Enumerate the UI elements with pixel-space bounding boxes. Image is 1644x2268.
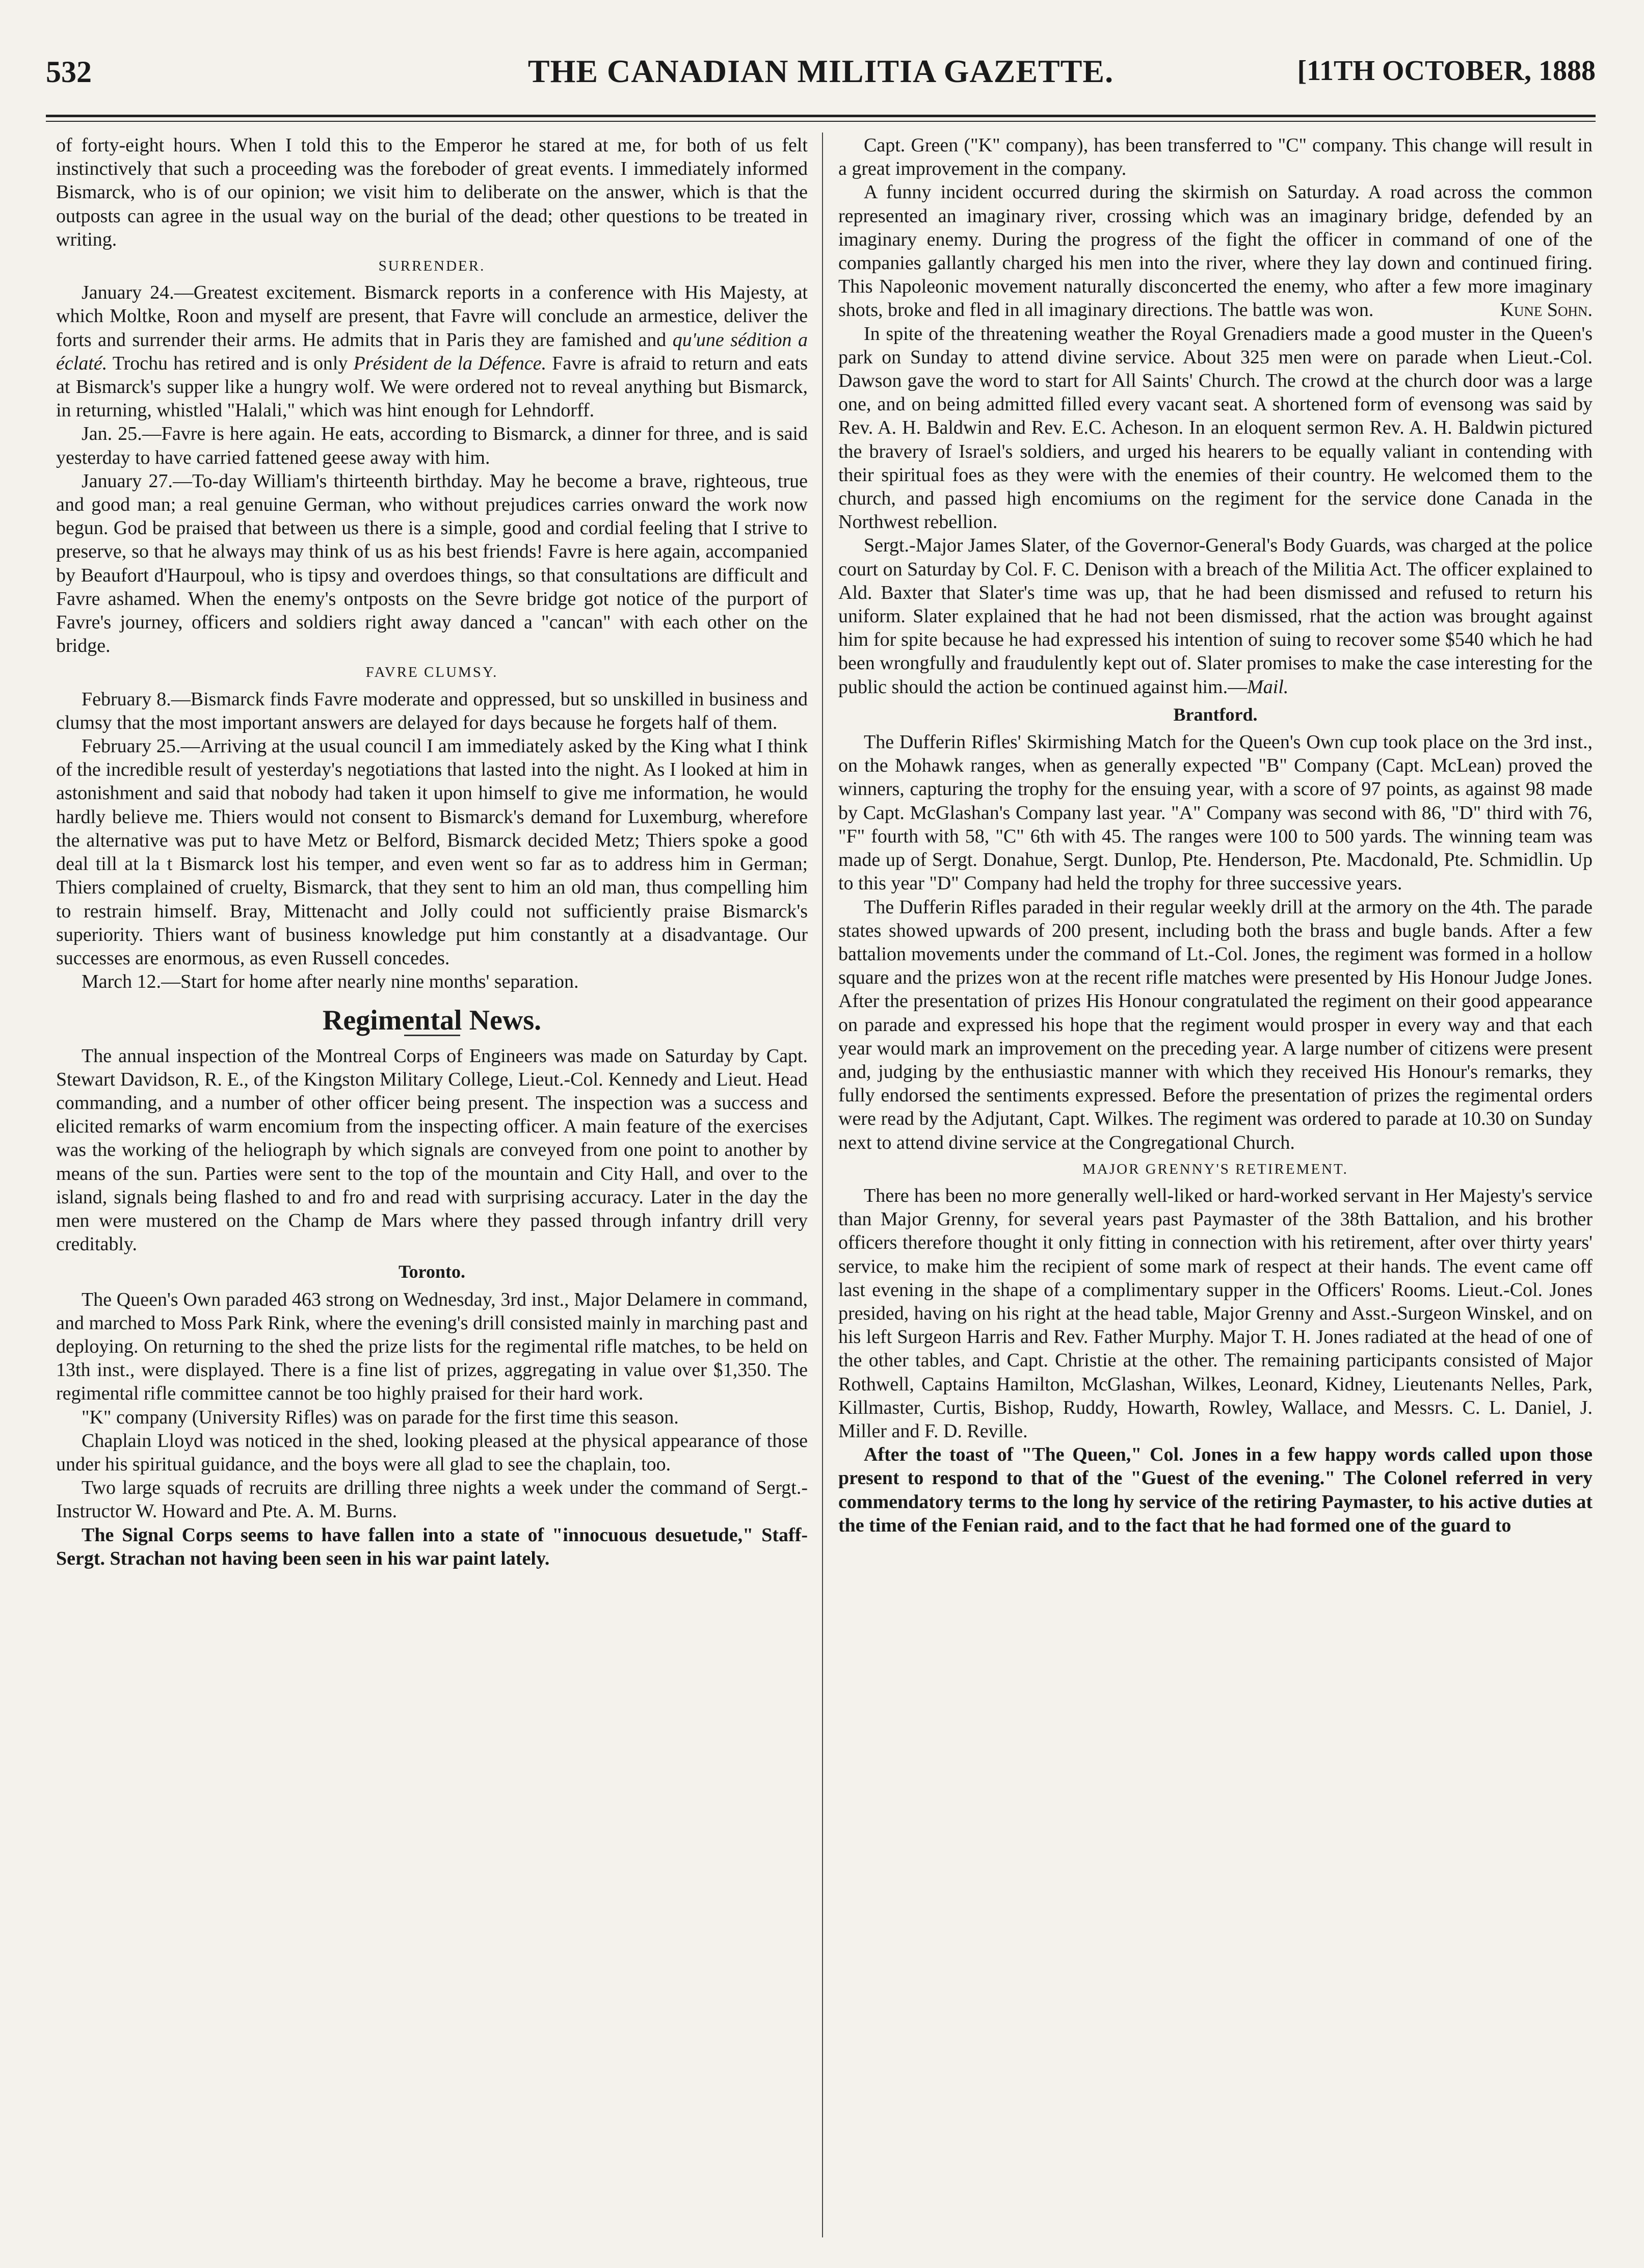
section-heading-grenny-retirement: MAJOR GRENNY'S RETIREMENT. [1082,1161,1348,1177]
issue-date: [11TH OCTOBER, 1888 [1297,55,1596,87]
section-heading-favre-clumsy: FAVRE CLUMSY. [365,664,498,681]
article-paragraph: In spite of the threatening weather the Royal Grenadiers made a good muster in the Queen's park on Sunday to attend divine service. About 325 men were on parade when Lieut.-Col. Dawson gave the word to start for All Saints' Church. The crowd at the church door was a large one, and on being admitted filled every vacant seat. A shortened form of evensong was said by Rev. A. H. Baldwin and Rev. E.C. Acheson. In an eloquent sermon Rev. A. H. Baldwin pictured the bravery of Israel's soldiers, and urged his hearers to be equally valiant in contending with their spiritual foes as they were with the enemies of their country. He welcomed them to the church, and passed high encomiums on the regiment for the service done Canada in the Northwest rebellion. [838,323,1593,533]
source-credit: Mail. [1247,676,1289,698]
article-paragraph: A funny incident occurred during the skirmish on Saturday. A road across the common represented an imaginary river, crossing which was an imaginary bridge, defended by an imaginary enemy. During the progress of the fight the officer in command of one of the companies gallantly charged his men into the river, where they lay down and continued firing. This Napoleonic movement naturally disconcerted the enemy, who after a few more imaginary shots, broke and fled in all imaginary directions. The battle was won. Kune Sohn. [838,180,1593,322]
italic-phrase: qu'une sédition a éclaté. [56,329,808,374]
subheading-toronto: Toronto. [398,1261,466,1282]
right-column [838,134,1593,2233]
header-rule-thin [46,121,1596,122]
article-paragraph: of forty-eight hours. When I told this to the Emperor he stared at me, for both of us felt instinctively that such a proceeding was the foreboder of great events. I immediately informed Bismarck, who is of our opinion; we visit him to deliberate on the answer, which is that the outposts can agree in the usual way on the burial of the dead; other questions to be treated in writing. [56,135,808,250]
section-heading-surrender: SURRENDER. [378,258,486,275]
article-paragraph: After the toast of "The Queen," Col. Jones in a few happy words called upon those present to respond to that of the "Guest of the evening." The Colonel referred in very commendatory terms to the long hy service of the retiring Paymaster, to his active duties at the time of the Fenian raid, and to the fact that he had formed one of the guard to [838,1444,1593,1536]
article-paragraph: Two large squads of recruits are drilling three nights a week under the command of Sergt.-Instructor W. Howard and Pte. A. M. Burns. [56,1477,808,1522]
subheading-brantford: Brantford. [1173,704,1258,725]
article-paragraph: The annual inspection of the Montreal Corps of Engineers was made on Saturday by Capt. Stewart Davidson, R. E., of the Kingston Military College, Lieut.-Col. Kennedy and Lieut. Head commanding, and a number of other officer being present. The inspection was a success and elicited remarks of warm encomium from the inspecting officer. A main feature of the exercises was the working of the heliograph by which signals are conveyed from one point to another by means of the sun. Parties were sent to the top of the mountain and City Hall, and over to the island, signals being flashed to and fro and read with surprising accuracy. Later in the day the men were mustered on the Champ de Mars where they passed through infantry drill very creditably. [56,1045,808,1255]
article-paragraph: Capt. Green ("K" company), has been transferred to "C" company. This change will result in a great improvement in the company. [838,135,1593,180]
page-header [46,48,1596,104]
article-paragraph: The Dufferin Rifles paraded in their regular weekly drill at the armory on the 4th. The parade states showed upwards of 200 present, including both the brass and bugle bands. After a few battalion movements under the command of Lt.-Col. Jones, the regiment was formed in a hollow square and the prizes won at the recent rifle matches were presented by His Honour Judge Jones. After the presentation of prizes His Honour congratulated the regiment on their good appearance on parade and expressed his hope that the regiment would prosper in every way and that each year would mark an improvement on the preceding year. A large number of citizens were present and, judging by the enthusiastic manner with which they received His Honour's remarks, they fully endorsed the sentiments expressed. Before the presentation of prizes the regimental orders were read by the Adjutant, Capt. Wilkes. The regiment was ordered to parade at 10.30 on Sunday next to attend divine service at the Congregational Church. [838,896,1593,1153]
article-paragraph: "K" company (University Rifles) was on parade for the first time this season. [82,1406,679,1428]
article-paragraph: January 24.—Greatest excitement. Bismarck reports in a conference with His Majesty, at which Moltke, Roon and myself are present, that Favre will conclude an armestice, deliver the forts and surrender their arms. He admits that in Paris they are famished and qu'une sédition a éclaté. Trochu has retired and is only Président de la Défence. Favre is afraid to return and eats at Bismarck's supper like a hungry wolf. We were ordered not to reveal anything but Bismarck, in returning, whistled "Halali," which was hint enough for Lehndorff. [56,282,808,421]
article-paragraph: The Signal Corps seems to have fallen into a state of "innocuous desuetude," Staff-Sergt. Strachan not having been seen in his war paint lately. [56,1524,808,1569]
article-paragraph: March 12.—Start for home after nearly nine months' separation. [82,971,579,993]
article-paragraph: Chaplain Lloyd was noticed in the shed, looking pleased at the physical appearance of those under his spiritual guidance, and the boys were all glad to see the chaplain, too. [56,1430,808,1475]
article-paragraph: The Dufferin Rifles' Skirmishing Match for the Queen's Own cup took place on the 3rd inst., on the Mohawk ranges, when as generally expected "B" Company (Capt. McLean) proved the winners, capturing the trophy for the ensuing year, with a score of 97 points, as against 98 made by Capt. McGlashan's Company last year. "A" Company was second with 86, "D" third with 76, "F" fourth with 58, "C" 6th with 45. The ranges were 100 to 500 yards. The winning team was made up of Sergt. Donahue, Sergt. Dunlop, Pte. Henderson, Pte. Macdonald, Pte. Schmidlin. Up to this year "D" Company had held the trophy for three successive years. [838,731,1593,894]
section-heading-regimental-news: Regimental News. [322,1005,542,1037]
page-number: 532 [46,55,92,89]
signature: Kune Sohn. [1500,299,1593,321]
article-paragraph: Sergt.-Major James Slater, of the Governor-General's Body Guards, was charged at the police court on Saturday by Col. F. C. Denison with a breach of the Militia Act. The officer explained to Ald. Baxter that Slater's time was up, that he had been dismissed and refused to return his uniform. Slater explained that he had not been dismissed, rhat the action was brought against him for spite because he had expressed his intention of suing to recover some $540 which he had been wrongfully and fraudulently kept out of. Slater promises to make the case interesting for the public should the action be continued against him.—Mail. [838,535,1593,698]
article-paragraph: There has been no more generally well-liked or hard-worked servant in Her Majesty's service than Major Grenny, for several years past Paymaster of the 38th Battalion, and his brother officers therefore thought it only fitting in connection with his retirement, after over thirty years' service, to make him the recipient of some mark of respect at their hands. The event came off last evening in the shape of a complimentary supper in the Officers' Rooms. Lieut.-Col. Jones presided, having on his right at the head table, Major Grenny and Asst.-Surgeon Winskel, and on his left Surgeon Harris and Rev. Father Murphy. Major T. H. Jones radiated at the head of one of the other tables, and Capt. Christie at the other. The remaining participants consisted of Major Rothwell, Captains Hamilton, McGlashan, Wilkes, Leonard, Kidney, Lieutenants Nelles, Park, Killmaster, Curtis, Bishop, Ruddy, Howarth, Rowley, Wallace, and Messrs. C. L. Daniel, J. Miller and F. D. Reville. [838,1184,1593,1442]
article-paragraph: The Queen's Own paraded 463 strong on Wednesday, 3rd inst., Major Delamere in command, and marched to Moss Park Rink, where the evening's drill consisted mainly in marching past and deploying. On returning to the shed the prize lists for the regimental rifle matches, to be held on 13th inst., were displayed. There is a fine list of prizes, aggregating in value over $1,350. The regimental rifle committee cannot be too highly praised for their hard work. [56,1288,808,1405]
masthead-title: THE CANADIAN MILITIA GAZETTE. [527,53,1114,89]
article-paragraph: February 25.—Arriving at the usual council I am immediately asked by the King what I think of the incredible result of yesterday's negotiations that lasted into the night. As I looked at him in astonishment and said that nobody had taken it upon himself to give me information, he would hardly believe me. Thiers would not consent to Bismarck's demand for Luxemburg, wherefore the alternative was put to have Metz or Belford, Bismarck decided Metz; Thiers spoke a good deal till at la t Bismarck lost his temper, and even went so far as to address him in German; Thiers complained of cruelty, Bismarck, that they sent to him an old man, thus compelling him to restrain himself. Bray, Mittenacht and Jolly could not sufficiently praise Bismarck's superiority. Thiers want of business knowledge put him constantly at a disadvantage. Our successes are enormous, as even Russell concedes. [56,735,808,969]
italic-phrase: Président de la Défence. [353,352,547,374]
header-rule-thick [46,115,1596,117]
article-paragraph: February 8.—Bismarck finds Favre moderate and oppressed, but so unskilled in business and clumsy that the most important answers are delayed for days because he forgets half of them. [56,688,808,733]
left-column [56,134,808,2233]
article-paragraph: Jan. 25.—Favre is here again. He eats, according to Bismarck, a dinner for three, and is said yesterday to have carried fattened geese away with him. [56,423,808,468]
column-divider [822,133,823,2237]
article-paragraph: January 27.—To-day William's thirteenth birthday. May he become a brave, righteous, true and good man; a real genuine German, who without prejudices carries onward the work now begun. God be praised that between us there is a simple, good and cordial feeling that I strive to preserve, so that he always may think of us as his best friends! Favre is here again, accompanied by Beaufort d'Haurpoul, who is tipsy and overdoes things, so that consultations are difficult and Favre ashamed. When the enemy's ontposts on the Sevre bridge got notice of the purport of Favre's journey, officers and soldiers right away danced a "cancan" with each other on the bridge. [56,470,808,657]
